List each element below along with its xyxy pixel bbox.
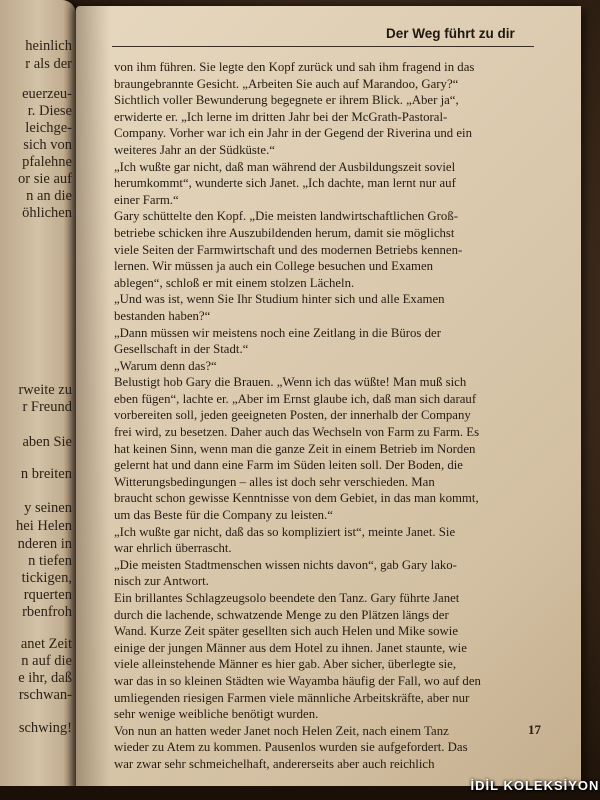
text-line: war das in so kleinen Städten wie Wayamba häufig der Fall, wo auf den: [114, 673, 481, 688]
text-line: Belustigt hob Gary die Brauen. „Wenn ich das wüßte! Man muß sich: [114, 375, 467, 390]
running-head: Der Weg führt zu dir: [386, 26, 515, 41]
page-number: 17: [528, 722, 541, 737]
text-line: sehr wenige weibliche benötigt wurden.: [114, 707, 319, 722]
text-line: umliegenden riesigen Farmen viele männliche Arbeitskräfte, aber nur: [114, 690, 470, 705]
text-line: braungebrannte Gesicht. „Arbeiten Sie auch auf Marandoo, Gary?“: [114, 76, 459, 91]
text-line: frei wird, zu besetzen. Daher auch das Wechseln von Farm zu Farm. Es: [114, 425, 480, 440]
text-line: Ein brillantes Schlagzeugsolo beendete den Tanz. Gary führte Janet: [114, 591, 460, 605]
left-page-fragment: aben Sie: [22, 434, 72, 450]
text-line: viele alleinstehende Männer es hier gab. Aber sicher, überlegte sie,: [114, 657, 457, 672]
text-line: von ihm führen. Sie legte den Kopf zurück und sah ihm fragend in das: [114, 60, 475, 74]
left-page-fragment: e ihr, daß: [18, 670, 72, 686]
body-text: [114, 59, 534, 773]
text-line: um das Beste für die Company zu leisten.“: [114, 508, 333, 523]
left-page-fragment: rbenfroh: [22, 604, 72, 620]
text-line: Gesellschaft in der Stadt.“: [114, 342, 249, 357]
text-line: ablegen“, schloß er mit einem stolzen Lächeln.: [114, 275, 355, 290]
text-line: „Die meisten Stadtmenschen wissen nichts davon“, gab Gary lako-: [114, 557, 457, 572]
left-page-fragment: n tiefen: [28, 553, 72, 569]
left-page-fragment: rschwan-: [18, 687, 72, 703]
text-line: einer Farm.“: [114, 192, 179, 207]
text-line: wieder zu Atem zu kommen. Pausenlos wurden sie aufgefordert. Das: [114, 740, 468, 755]
text-line: Von nun an hatten weder Janet noch Helen Zeit, nach einem Tanz: [114, 723, 449, 738]
text-line: war ehrlich überrascht.: [114, 541, 232, 556]
text-line: war zwar sehr schmeichelhaft, andererseits aber auch reichlich: [114, 756, 435, 771]
text-line: nisch zur Antwort.: [114, 574, 209, 589]
left-page-fragment: nderen in: [17, 536, 72, 552]
watermark: İDİL KOLEKSİYON: [470, 778, 600, 793]
text-line: Wand. Kurze Zeit später gesellten sich auch Helen und Mike sowie: [114, 624, 459, 639]
text-line: durch die lachende, schwatzende Menge zu den Plätzen längs der: [114, 607, 449, 622]
left-page-fragment: rweite zu: [18, 382, 72, 398]
left-page-fragment: r. Diese: [27, 103, 72, 119]
text-line: „Ich wußte gar nicht, daß das so kompliziert ist“, meinte Janet. Sie: [114, 524, 456, 539]
text-line: braucht schon gewisse Kenntnisse von dem Gebiet, in das man kommt,: [114, 491, 479, 506]
text-line: vorbereiten soll, jeden geeigneten Posten, der innerhalb der Company: [114, 408, 471, 423]
header-rule: [112, 46, 534, 47]
left-page-fragment: leichge-: [25, 120, 72, 136]
text-line: „Und was ist, wenn Sie Ihr Studium hinter sich und alle Examen: [114, 292, 445, 307]
text-line: weiteres Jahr an der Südküste.“: [114, 142, 275, 157]
text-line: eben fügen“, lachte er. „Aber im Ernst glaube ich, daß man sich darauf: [114, 391, 477, 406]
left-page-fragment: n auf die: [21, 653, 72, 669]
text-line: Sichtlich voller Bewunderung begegnete er ihrem Blick. „Aber ja“,: [114, 93, 459, 108]
text-line: erwiderte er. „Ich lerne im dritten Jahr bei der McGrath-Pastoral-: [114, 109, 448, 124]
left-page-fragment: y seinen: [24, 500, 72, 516]
left-page-fragment: n an die: [26, 188, 72, 204]
left-page-fragment: schwing!: [18, 720, 72, 736]
book-page: [76, 6, 581, 790]
previous-page-edge: [0, 0, 76, 790]
text-line: „Dann müssen wir meistens noch eine Zeitlang in die Büros der: [114, 325, 441, 340]
left-page-fragment: tickigen,: [21, 570, 72, 586]
left-page-fragment: heinlich: [25, 38, 72, 54]
left-page-fragment: öhlichen: [22, 205, 72, 221]
text-line: lernen. Wir müssen ja auch ein College besuchen und Examen: [114, 259, 434, 274]
text-line: Gary schüttelte den Kopf. „Die meisten landwirtschaftlichen Groß-: [114, 209, 458, 224]
left-page-fragment: or sie auf: [18, 171, 72, 187]
text-line: „Ich wußte gar nicht, daß man während der Ausbildungszeit soviel: [114, 159, 456, 174]
text-line: viele Seiten der Farmwirtschaft und des modernen Betriebs kennen-: [114, 242, 463, 257]
left-page-fragment: euerzeu-: [22, 86, 72, 102]
left-page-fragment: r als der: [25, 56, 72, 72]
left-page-fragment: pfalehne: [22, 154, 72, 170]
text-line: Company. Vorher war ich ein Jahr in der Gegend der Riverina und ein: [114, 126, 472, 141]
text-line: herumkommt“, wunderte sich Janet. „Ich dachte, man lernt nur auf: [114, 176, 456, 191]
left-page-fragment: n breiten: [20, 466, 72, 482]
left-page-fragment: hei Helen: [16, 518, 72, 534]
left-page-fragment: sich von: [23, 137, 72, 153]
left-page-fragment: anet Zeit: [20, 636, 72, 652]
text-line: einige der jungen Männer aus dem Hotel zu ihnen. Janet staunte, wie: [114, 640, 467, 655]
text-line: hat keinen Sinn, wenn man die ganze Zeit in einem Betrieb im Norden: [114, 441, 476, 456]
left-page-fragment: rquerten: [23, 587, 72, 603]
text-line: „Warum denn das?“: [114, 358, 217, 373]
text-line: betriebe schicken ihre Auszubildenden herum, damit sie möglichst: [114, 225, 455, 240]
text-line: gelernt hat und dann eine Farm im Süden leiten soll. Der Boden, die: [114, 458, 463, 473]
text-line: Witterungsbedingungen – alles ist doch sehr verschieden. Man: [114, 474, 435, 489]
text-line: bestanden haben?“: [114, 308, 211, 323]
left-page-fragment: r Freund: [22, 399, 72, 415]
